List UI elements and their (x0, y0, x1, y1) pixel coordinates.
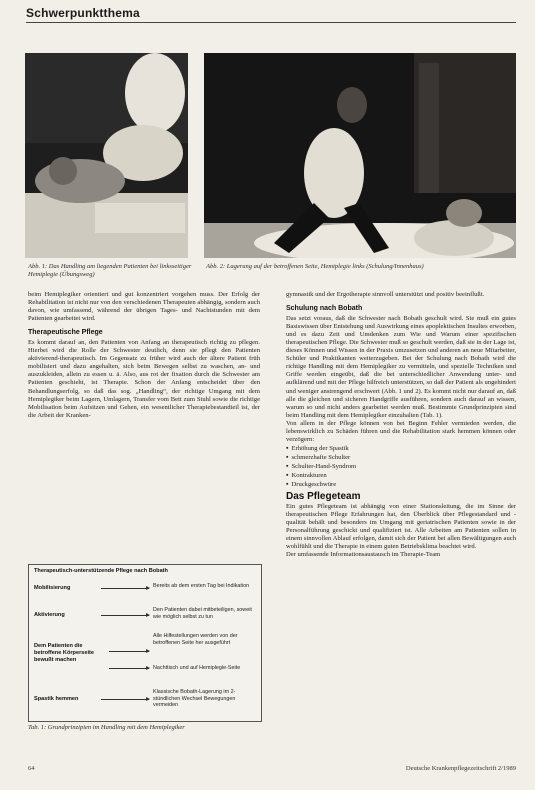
pflegeteam-paragraph: Ein gutes Pflegeteam ist abhängig von einer Stationsleitung, die im Sinne der therapeutischen Pflege Erfahrungen hat, den Überblick über Pflegestandard und -qualität behält und besonders im Umgang mit geriatrischen Patienten sowie in der Personalführung geschickt und qualifiziert ist. Alle Arbeiten am Patienten sollen in einem sinnvollen Ablauf erfolgen, damit sich der Patient bei allen Bewältigungen auch wohlfühlt und die Therapie in einem guten Betriebsklima beachtet wird. (286, 503, 516, 551)
table-row-right: Alle Hilfestellungen werden von der betroffenen Seite her ausgeführt (153, 633, 238, 646)
table-row-arrow (101, 615, 149, 616)
table-row-left: Dem Patienten die betroffene Körperseite bewußt machen (34, 643, 94, 663)
page-header (0, 0, 535, 24)
left-body-paragraph: Es kommt darauf an, den Patienten von Anfang an therapeutisch richtig zu pflegen. Hierbei wird die Rolle der Schwester deutlich, denn sie pflegt den Patienten aktivierend-therapeutisch. Im Gegensatz zu früher wird auch der ältere Patient früh mobilisiert und dazu angehalten, sich beim Bewegen selbst zu waschen, an- und auszukleiden, allein zu essen u. ä. Also, aus rot der fixation durch die Schwester am Patienten geschieht, ist Therapie. Schon der Anfang entscheidet über den Behandlungserfolg, so daß das sog. „Handling“, der richtige Umgang mit dem Hemiplegiker beim Lagern, Umlagern, Transfer vom Bett zum Stuhl sowie die richtige Mobilisation beim Aufsitzen und Gehen, ein wesentlicher Therapiebestandteil ist, der die Arbeit der Kranken- (28, 339, 260, 419)
heading-schulung-nach-bobath: Schulung nach Bobath (286, 305, 363, 313)
table-row-left: Aktivierung (34, 612, 65, 618)
principles-table-box (28, 564, 262, 722)
list-item: ▪ schmerzhafte Schulter (286, 453, 516, 462)
right-column (286, 291, 516, 559)
schulung-paragraph: Das setzt voraus, daß die Schwester nach Bobath geschult wird. Sie muß ein gutes Basiswissen über Entstehung und Auswirkung eines apoplektischen Insultes erworben, und es dazu Zeit und Umdenken zum Wie und Warum einer spezifischen therapeutischen Pflege. Die Schwester muß so geschult werden, daß sie in der Lage ist, dieses Können und Wissen in der Praxis umzusetzen und anderen an neue Mitarbeiter, Schüler und Praktikanten weiterzugeben. Bei der Schulung nach Bobath wird die richtige Handling mit dem Hemiplegiker zu vermitteln, und spezielle Techniken und Griffe werden eingeübt, daß die bei unterschiedlicher Anwendung unter- und aufklärend und mit der Pflege hilfreich unterstützen, so daß der Patient als ungehindert und weniger anstrengend erschwert (Abb. 1 und 2). Es kommt nicht nur darauf an, daß alle die gleichen und sicheren Handgriffe ausführen, sondern auch darauf an wissen, warum so und nicht anders gearbeitet werden muß. Bestimmte Grundprinzipien sind beim Handling mit dem Hemiplegiker einzuhalten (Tab. 1). (286, 315, 516, 419)
complications-list (286, 444, 516, 489)
table-row-arrow (101, 588, 149, 589)
fehler-paragraph: Von allem in der Pflege können von bei Beginn Fehler vermieden werden, die lebenswirklich zu Schäden führen und die Rehabilitation stark hemmen können oder verzögern: (286, 419, 516, 443)
list-item: ▪ Druckgeschwüre (286, 480, 516, 489)
table-title: Therapeutisch-unterstützende Pflege nach Bobath (34, 568, 168, 574)
photo-lagerung-image (204, 53, 516, 258)
table-row-arrow (109, 651, 149, 652)
header-rule (26, 22, 516, 23)
table-row-right: Klassische Bobath-Lagerung im 2-stündlichen Wechsel Bewegungen vermeiden (153, 689, 236, 709)
caption-photo-left: Abb. 1: Das Handling am liegenden Patienten bei linksseitiger Hemiplegie (Übungsweg) (28, 263, 192, 278)
caption-photo-right: Abb. 2: Lagerung auf der betroffenen Seite, Hemiplegie links (Schulung/Innenhaus) (206, 263, 424, 270)
table-row-right: Bereits ab dem ersten Tag bei Indikation (153, 583, 250, 589)
table-row-right: Nachttisch und auf Hemiplegie-Seite (153, 665, 241, 671)
list-item: ▪ Erhöhung der Spastik (286, 444, 516, 453)
therapie-team-paragraph: Der umfassende Informationsaustausch im Therapie-Team (286, 551, 441, 559)
table-caption: Tab. 1: Grundprinzipien im Handling mit dem Hemiplegiker (28, 724, 185, 731)
table-row-right: Den Patienten dabei mitbeteiligen, soweit wie möglich selbst zu tun (153, 607, 252, 620)
heading-das-pflegeteam: Das Pflegeteam (286, 491, 361, 503)
table-row-left: Mobilisierung (34, 585, 71, 591)
photo-handling-image (25, 53, 188, 258)
photo-lagerung (204, 53, 516, 258)
page-number: 64 (28, 765, 35, 772)
heading-therapeutische-pflege: Therapeutische Pflege (28, 329, 103, 337)
photo-handling (25, 53, 188, 258)
left-column (28, 291, 260, 420)
list-item: ▪ Kontrakturen (286, 471, 516, 480)
journal-reference: Deutsche Krankenpflegezeitschrift 2/1989 (405, 765, 516, 772)
list-item: ▪ Schulter-Hand-Syndrom (286, 462, 516, 471)
section-title: Schwerpunktthema (26, 6, 140, 20)
table-row-arrow (109, 668, 149, 669)
right-intro-paragraph: gymnastik und der Ergotherapie sinnvoll unterstützt und positiv beeinflußt. (286, 291, 485, 298)
left-intro-paragraph: beim Hemiplegiker orientiert und gut konzentriert vorgehen muss. Der Erfolg der Rehabilitation ist nicht nur von den verschiedenen Therapeuten abhängig, sondern auch davon, wie umfassend, während der übrigen Tages- und Nachtstunden mit dem Patienten gearbeitet wird. (28, 291, 260, 323)
table-row-left: Spastik hemmen (34, 696, 79, 702)
table-row-arrow (101, 699, 149, 700)
